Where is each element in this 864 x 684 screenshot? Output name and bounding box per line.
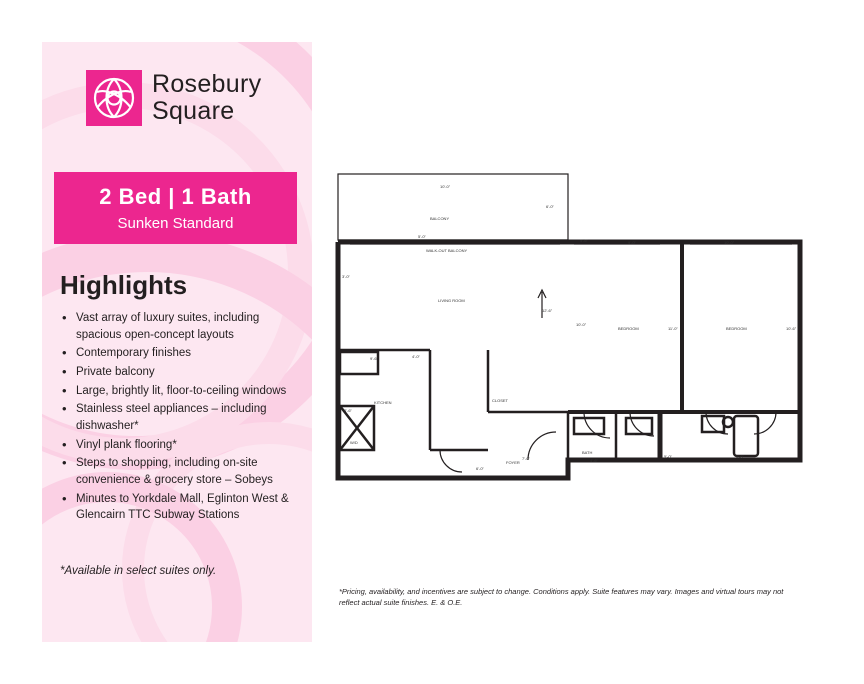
room-label-closet: CLOSET	[492, 398, 509, 403]
room-label-laundry: W/D	[350, 440, 358, 445]
list-item: • Large, brightly lit, floor-to-ceiling windows	[60, 383, 298, 400]
highlights-heading: Highlights	[60, 270, 188, 300]
dimension-label: 3'-0"	[342, 274, 350, 279]
list-item: • Contemporary finishes	[60, 345, 298, 362]
dimension-label: WALK-OUT BALCONY	[426, 248, 468, 253]
suite-type-title: 2 Bed | 1 Bath	[99, 184, 252, 209]
dimension-label: 6'-6"	[736, 454, 744, 459]
dimension-label: 7'-0"	[522, 456, 530, 461]
left-info-panel	[42, 42, 312, 642]
floorplan-disclaimer: *Pricing, availability, and incentives are subject to change. Conditions apply. Suite features may vary. Images and virtual tours may not reflect actual suite finishes. E. & O.E.	[339, 587, 784, 608]
dimension-label: 9'-6"	[370, 356, 378, 361]
dimension-label: 12'-6"	[542, 308, 553, 313]
dimension-label: 6'-0"	[476, 466, 484, 471]
room-label-living: LIVING ROOM	[438, 298, 465, 303]
list-item: • Vinyl plank flooring*	[60, 437, 298, 454]
dimension-label: 9'-0"	[628, 240, 636, 245]
dimension-label: 3'-6"	[344, 408, 352, 413]
room-label-bedroom-2: BEDROOM	[726, 326, 747, 331]
dimension-label: 4'-0"	[412, 354, 420, 359]
dimension-label: 6'-0"	[546, 204, 554, 209]
list-item: • Vast array of luxury suites, including spacious open-concept layouts	[60, 310, 298, 343]
brand-name-line2: Square	[152, 97, 235, 125]
brand-logo	[86, 70, 261, 126]
dimension-label: 10'-0"	[724, 240, 735, 245]
dimension-label: 5'-0"	[664, 454, 672, 459]
brand-name-line1: Rosebury	[152, 70, 262, 98]
dimension-label: 10'-0"	[576, 322, 587, 327]
suite-title-bar	[54, 172, 297, 244]
list-item: • Steps to shopping, including on-site convenience & grocery store – Sobeys	[60, 455, 298, 488]
dimension-label: 5'-0"	[418, 234, 426, 239]
room-label-balcony: BALCONY	[430, 216, 450, 221]
list-item: • Private balcony	[60, 364, 298, 381]
list-item: • Stainless steel appliances – including dishwasher*	[60, 401, 298, 434]
room-label-kitchen: KITCHEN	[374, 400, 392, 405]
floor-plan-drawing	[330, 160, 820, 490]
highlights-footnote: *Available in select suites only.	[60, 565, 217, 577]
list-item: • Minutes to Yorkdale Mall, Eglinton West & Glencairn TTC Subway Stations	[60, 491, 298, 524]
dimension-label: 10'-0"	[440, 184, 451, 189]
rosebury-circle-logo-icon	[86, 70, 142, 126]
dimension-label: 10'-6"	[786, 326, 797, 331]
room-label-bath: BATH	[582, 450, 593, 455]
suite-type-subtitle: Sunken Standard	[117, 215, 234, 232]
room-label-foyer: FOYER	[506, 460, 520, 465]
dimension-label: 11'-0"	[668, 326, 678, 331]
dimension-label: 4'-6"	[590, 458, 598, 463]
highlights-list	[60, 310, 298, 526]
room-label-bedroom-1: BEDROOM	[618, 326, 639, 331]
dimension-label: 5'-6"	[580, 238, 588, 243]
brand-name	[152, 72, 261, 124]
